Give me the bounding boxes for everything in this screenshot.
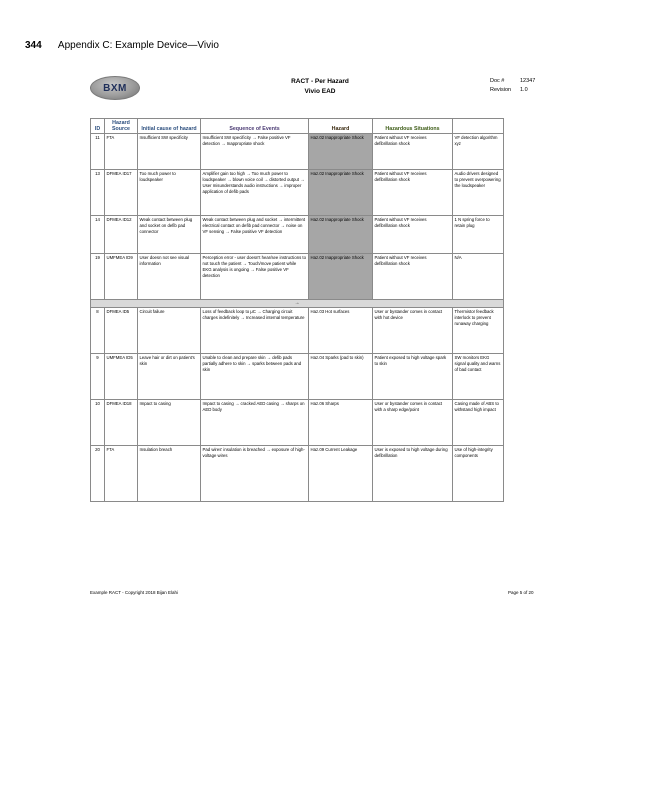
cell-source: DFMEA ID5 <box>105 308 138 354</box>
cell-id: 20 <box>91 446 105 502</box>
cell-sd: Casing made of ABS to withstand high impact <box>453 400 504 446</box>
table-row <box>91 254 504 300</box>
cell-hazardous-situation: Patient exposed to high voltage spark to skin <box>373 354 453 400</box>
cell-id: 9 <box>91 354 105 400</box>
table-row <box>91 170 504 216</box>
cell-source: FTA <box>105 446 138 502</box>
cell-sequence: Pad wires' insulation is breached → exposure of high-voltage wires <box>201 446 309 502</box>
cell-hazard: Haz.02 Inappropriate Shock <box>309 216 373 254</box>
cell-source: DFMEA ID12 <box>105 216 138 254</box>
cell-sequence: Perception error - user doesn't hear/see instructions to not touch the patient → Touch/move patient while EKG analysis is ongoing → False positive VF detection <box>201 254 309 300</box>
cell-sequence: Unable to clean and prepare skin → defib pads partially adhere to skin → sparks between pads and skin <box>201 354 309 400</box>
page-header <box>25 40 219 51</box>
header-sequence-of-events: Sequence of Events <box>201 119 309 134</box>
header-initial-cause: Initial cause of hazard <box>138 119 201 134</box>
cell-source: UMFMEA ID9 <box>105 254 138 300</box>
document-meta <box>490 77 535 95</box>
document-title-line1: RACT - Per Hazard <box>291 78 349 85</box>
table-header-row <box>91 119 504 134</box>
cell-hazardous-situation: User or bystander comes in contact with hot device <box>373 308 453 354</box>
cell-sequence: Impact to casing → cracked AED casing → sharps on AED body <box>201 400 309 446</box>
cell-cause: User doesn not see visual information <box>138 254 201 300</box>
header-hazard: Hazard <box>309 119 373 134</box>
cell-id: 11 <box>91 134 105 170</box>
table-row <box>91 308 504 354</box>
cell-id: 14 <box>91 216 105 254</box>
doc-number-label: Doc # <box>490 78 505 84</box>
cell-cause: Weak contact between plug and socket on defib pad connector <box>138 216 201 254</box>
header-sd: SD <box>453 119 504 134</box>
cell-sd: Use of high-integrity components <box>453 446 504 502</box>
cell-hazard: Haz.02 Inappropriate Shock <box>309 254 373 300</box>
cell-source: UMFMEA ID5 <box>105 354 138 400</box>
cell-source: DFMEA ID18 <box>105 400 138 446</box>
cell-sequence: Weak contact between plug and socket → intermittent electrical contact on defib pad connector → noise on VF sensing → False positive VF detection <box>201 216 309 254</box>
cell-hazard: Haz.03 Hot surfaces <box>309 308 373 354</box>
document-title <box>260 77 380 97</box>
cell-sd: VF detection algorithm xyz <box>453 134 504 170</box>
table-separator-row <box>91 300 504 308</box>
table-row <box>91 134 504 170</box>
company-logo <box>90 76 140 100</box>
cell-hazard: Haz.04 Sparks (pad to skin) <box>309 354 373 400</box>
cell-sd: SW monitors EKG signal quality and warns of bad contact <box>453 354 504 400</box>
running-title: Appendix C: Example Device—Vivio <box>57 40 219 51</box>
revision-value: 1.0 <box>520 87 528 93</box>
header-hazardous-situations: Hazardous Situations <box>373 119 453 134</box>
cell-sd: 1 N spring force to retain plug <box>453 216 504 254</box>
cell-id: 8 <box>91 308 105 354</box>
header-hazard-source: Hazard Source <box>105 119 138 134</box>
cell-source: DFMEA ID17 <box>105 170 138 216</box>
cell-cause: Circuit failure <box>138 308 201 354</box>
cell-cause: Impact to casing <box>138 400 201 446</box>
footer-page-number: Page 5 of 20 <box>508 590 534 595</box>
cell-cause: Insulation breach <box>138 446 201 502</box>
cell-id: 19 <box>91 254 105 300</box>
document-title-line2: Vivio EAD <box>304 88 336 95</box>
cell-cause: Insufficient SW specificity <box>138 134 201 170</box>
table-row <box>91 446 504 502</box>
cell-id: 13 <box>91 170 105 216</box>
separator-arrow: → <box>91 300 504 308</box>
header-id: ID <box>91 119 105 134</box>
cell-cause: Too much power to loudspeaker <box>138 170 201 216</box>
cell-sequence: Loss of feedback loop to μC → Charging circuit charges indefinitely → Increased internal temperature <box>201 308 309 354</box>
footer-copyright: Example RACT - Copyright 2018 Bijan Elahi <box>90 590 178 595</box>
cell-hazardous-situation: Patient without VF receives defibrillation shock <box>373 216 453 254</box>
cell-hazard: Haz.09 Current Leakage <box>309 446 373 502</box>
cell-hazardous-situation: Patient without VF receives defibrillation shock <box>373 254 453 300</box>
table-row <box>91 354 504 400</box>
cell-hazard: Haz.02 Inappropriate Shock <box>309 170 373 216</box>
table-row <box>91 400 504 446</box>
cell-hazardous-situation: Patient without VF receives defibrillation shock <box>373 134 453 170</box>
cell-sequence: Amplifier gain too high → Too much power to loudspeaker → blown voice coil → distorted output → User misunderstands audio instructions → improper application of defib pads <box>201 170 309 216</box>
cell-hazardous-situation: User is exposed to high voltage during defibrillation <box>373 446 453 502</box>
logo-text: BXM <box>103 82 127 94</box>
ract-table <box>90 118 504 502</box>
cell-sd: N/A <box>453 254 504 300</box>
cell-sequence: Insufficient SW specificity → False positive VF detection → Inappropriate shock <box>201 134 309 170</box>
cell-hazardous-situation: Patient without VF receives defibrillation shock <box>373 170 453 216</box>
cell-sd: Audio drivers designed to prevent overpowering the loudspeaker <box>453 170 504 216</box>
cell-hazard: Haz.02 Inappropriate Shock <box>309 134 373 170</box>
doc-number-value: 12347 <box>520 78 536 84</box>
cell-sd: Thermistor feedback interlock to prevent runaway charging <box>453 308 504 354</box>
cell-hazardous-situation: User or bystander comes in contact with a sharp edge/point <box>373 400 453 446</box>
revision-label: Revision <box>490 87 512 93</box>
table-row <box>91 216 504 254</box>
cell-cause: Leave hair or dirt on patient's skin <box>138 354 201 400</box>
page-number: 344 <box>25 40 42 51</box>
cell-hazard: Haz.06 Sharps <box>309 400 373 446</box>
cell-source: FTA <box>105 134 138 170</box>
cell-id: 10 <box>91 400 105 446</box>
